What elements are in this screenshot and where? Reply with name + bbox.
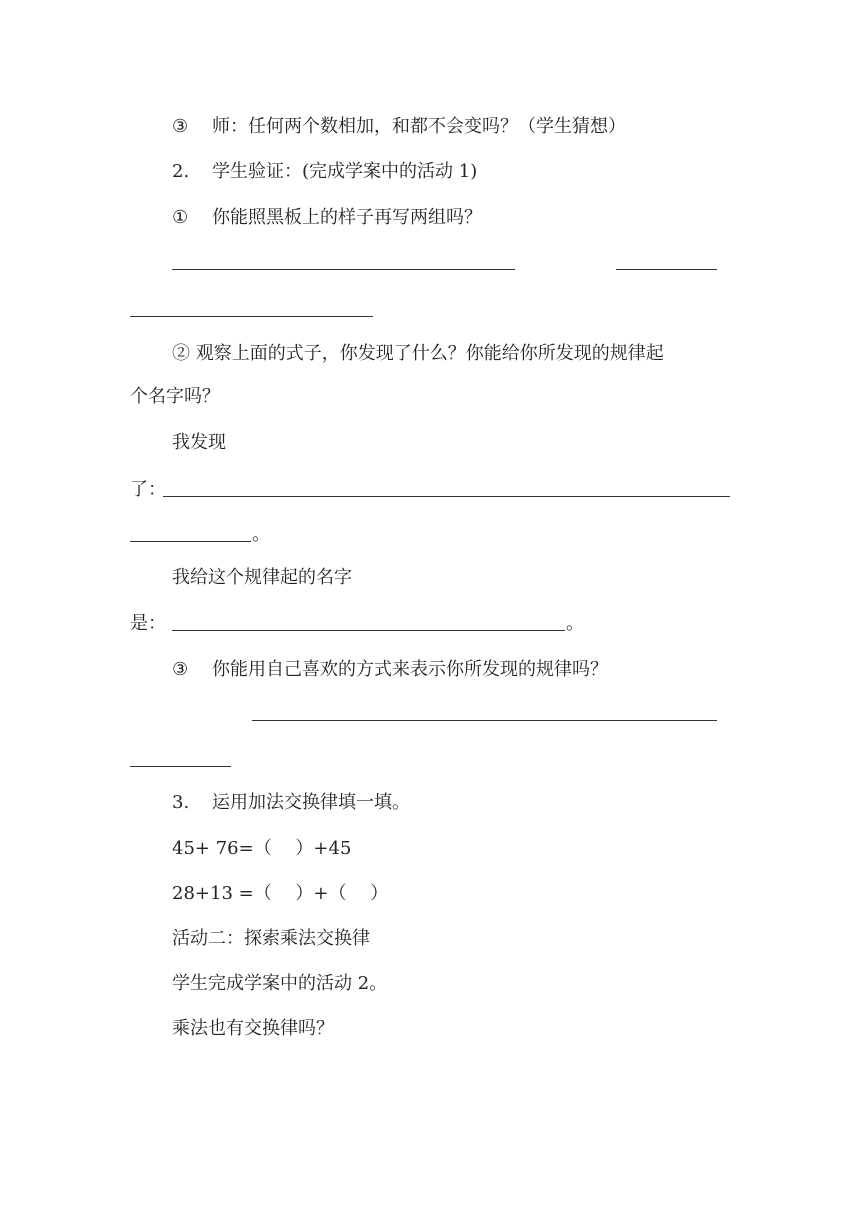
answer-blank[interactable] bbox=[130, 316, 373, 317]
line-text: 了： bbox=[130, 479, 166, 500]
answer-blank[interactable] bbox=[252, 720, 717, 721]
line-text: 个名字吗？ bbox=[130, 386, 220, 407]
line-text: 你能用自己喜欢的方式来表示你所发现的规律吗？ bbox=[212, 659, 608, 680]
activity-2-instruction bbox=[172, 972, 387, 996]
line-text: 学生验证：(完成学案中的活动 1) bbox=[212, 161, 478, 182]
step-number: 3. bbox=[172, 792, 190, 813]
question-2-continued bbox=[130, 385, 220, 409]
line-text: 是： bbox=[130, 613, 166, 634]
step-number: 2. bbox=[172, 161, 190, 182]
line-text: 你能照黑板上的样子再写两组吗？ bbox=[212, 207, 482, 228]
line-text: 运用加法交换律填一填。 bbox=[212, 792, 410, 813]
question-3-teacher bbox=[172, 115, 626, 139]
fill-in-equation-1 bbox=[172, 837, 351, 861]
sentence-end bbox=[252, 523, 270, 547]
circled-number: ③ bbox=[172, 116, 189, 137]
line-text: 我给这个规律起的名字 bbox=[172, 567, 352, 588]
line-text: 师：任何两个数相加，和都不会变吗？（学生猜想） bbox=[212, 116, 626, 137]
fill-in-equation-2 bbox=[172, 882, 388, 906]
activity-2-heading bbox=[172, 927, 370, 951]
circled-number: ① bbox=[172, 207, 189, 228]
step-2-heading bbox=[172, 160, 477, 184]
line-text: 学生完成学案中的活动 2。 bbox=[172, 973, 388, 994]
answer-blank[interactable] bbox=[130, 541, 251, 542]
name-continued bbox=[130, 612, 166, 636]
line-text: 我发现 bbox=[172, 432, 226, 453]
question-3 bbox=[172, 658, 608, 682]
line-text: 。 bbox=[252, 524, 270, 545]
sentence-end bbox=[566, 612, 584, 636]
question-1 bbox=[172, 206, 482, 230]
activity-2-question bbox=[172, 1017, 334, 1041]
line-text: 45+ 76=（ ）+45 bbox=[172, 838, 352, 859]
i-found-continued bbox=[130, 478, 166, 502]
line-text: 乘法也有交换律吗？ bbox=[172, 1018, 334, 1039]
name-label bbox=[172, 566, 352, 590]
answer-blank[interactable] bbox=[163, 496, 730, 497]
line-text: ② 观察上面的式子，你发现了什么？你能给你所发现的规律起 bbox=[172, 343, 664, 364]
answer-blank[interactable] bbox=[172, 630, 565, 631]
answer-blank[interactable] bbox=[130, 766, 231, 767]
line-text: 活动二：探索乘法交换律 bbox=[172, 928, 370, 949]
answer-blank[interactable] bbox=[172, 269, 515, 270]
i-found-label bbox=[172, 431, 226, 455]
line-text: 。 bbox=[566, 613, 584, 634]
step-3-heading bbox=[172, 791, 410, 815]
circled-number: ③ bbox=[172, 659, 189, 680]
line-text: 28+13 =（ ）+（ ） bbox=[172, 883, 389, 904]
question-2 bbox=[172, 342, 664, 366]
answer-blank[interactable] bbox=[616, 269, 717, 270]
